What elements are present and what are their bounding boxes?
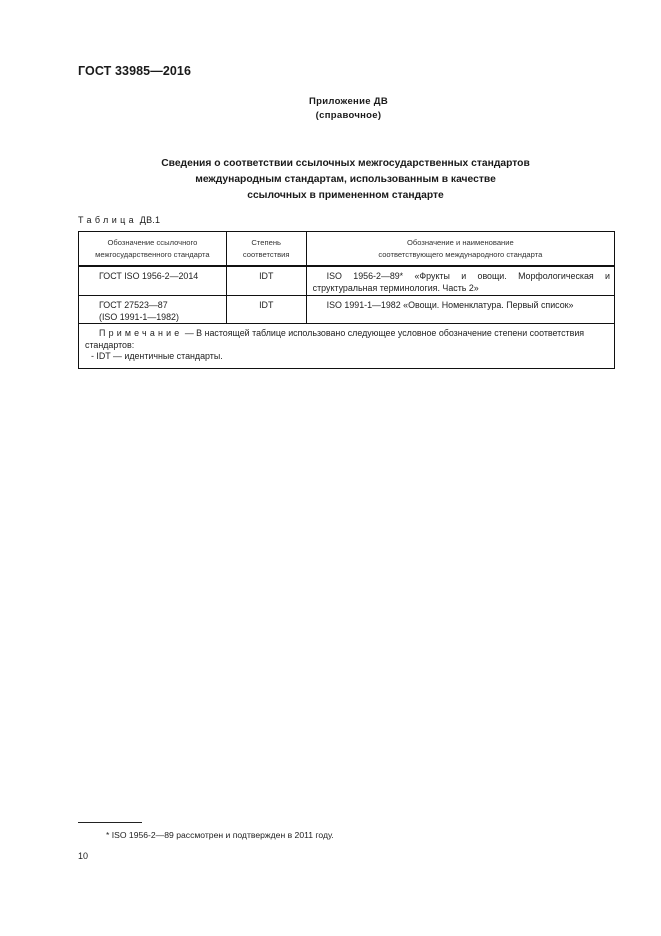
table-note-row <box>79 324 615 369</box>
column-header-degree <box>226 232 306 267</box>
table-row <box>79 266 615 296</box>
cell-designation <box>79 266 227 296</box>
cell-text: ISO 1956-2—89* «Фрукты и овощи. Морфологическая и структуральная терминология. Часть 2» <box>312 271 610 293</box>
section-title <box>0 156 661 204</box>
column-header-designation <box>79 232 227 267</box>
note-text <box>85 328 608 351</box>
column-header-text: Обозначение и наименование <box>406 237 514 247</box>
table-caption <box>78 215 160 225</box>
footnote: * ISO 1956-2—89 рассмотрен и подтвержден в 2011 году. <box>106 830 334 840</box>
note-list-item: - IDT — идентичные стандарты. <box>91 351 223 361</box>
column-header-international <box>306 232 614 267</box>
footnote-divider <box>78 822 142 823</box>
table-header-row <box>79 232 615 267</box>
cell-degree: IDT <box>226 266 306 296</box>
cell-international <box>306 296 614 324</box>
column-header-text: соответствия <box>242 249 290 259</box>
page-number: 10 <box>78 851 89 861</box>
standards-correspondence-table <box>78 231 615 369</box>
document-code: ГОСТ 33985—2016 <box>78 64 192 78</box>
column-header-text: соответствующего международного стандарта <box>378 249 543 259</box>
cell-degree: IDT <box>226 296 306 324</box>
appendix-heading <box>0 95 661 123</box>
appendix-subtitle: (справочное) <box>315 110 382 121</box>
table-row <box>79 296 615 324</box>
section-title-line-1: Сведения о соответствии ссылочных межгосударственных стандартов <box>161 158 530 169</box>
section-title-line-3: ссылочных в примененном стандарте <box>247 190 444 201</box>
section-title-line-2: международным стандартам, использованным в качестве <box>195 174 496 185</box>
column-header-text: Степень <box>251 237 282 247</box>
column-header-text: Обозначение ссылочного <box>107 237 198 247</box>
cell-text: ГОСТ ISO 1956-2—2014 <box>99 271 199 281</box>
appendix-title: Приложение ДВ <box>309 96 388 107</box>
table-caption-label: Таблица <box>78 215 138 225</box>
table-note <box>79 324 615 369</box>
cell-text: (ISO 1991-1—1982) <box>99 311 179 322</box>
cell-text: ГОСТ 27523—87 <box>99 300 168 310</box>
note-body: — В настоящей таблице использовано следующее условное обозначение степени соответствия стандартов: <box>85 328 585 350</box>
cell-designation <box>79 296 227 324</box>
cell-text: ISO 1991-1—1982 «Овощи. Номенклатура. Первый список» <box>326 300 574 310</box>
cell-international <box>306 266 614 296</box>
column-header-text: межгосударственного стандарта <box>95 249 210 259</box>
table-caption-number: ДВ.1 <box>139 215 161 225</box>
note-label: Примечание <box>99 328 183 338</box>
